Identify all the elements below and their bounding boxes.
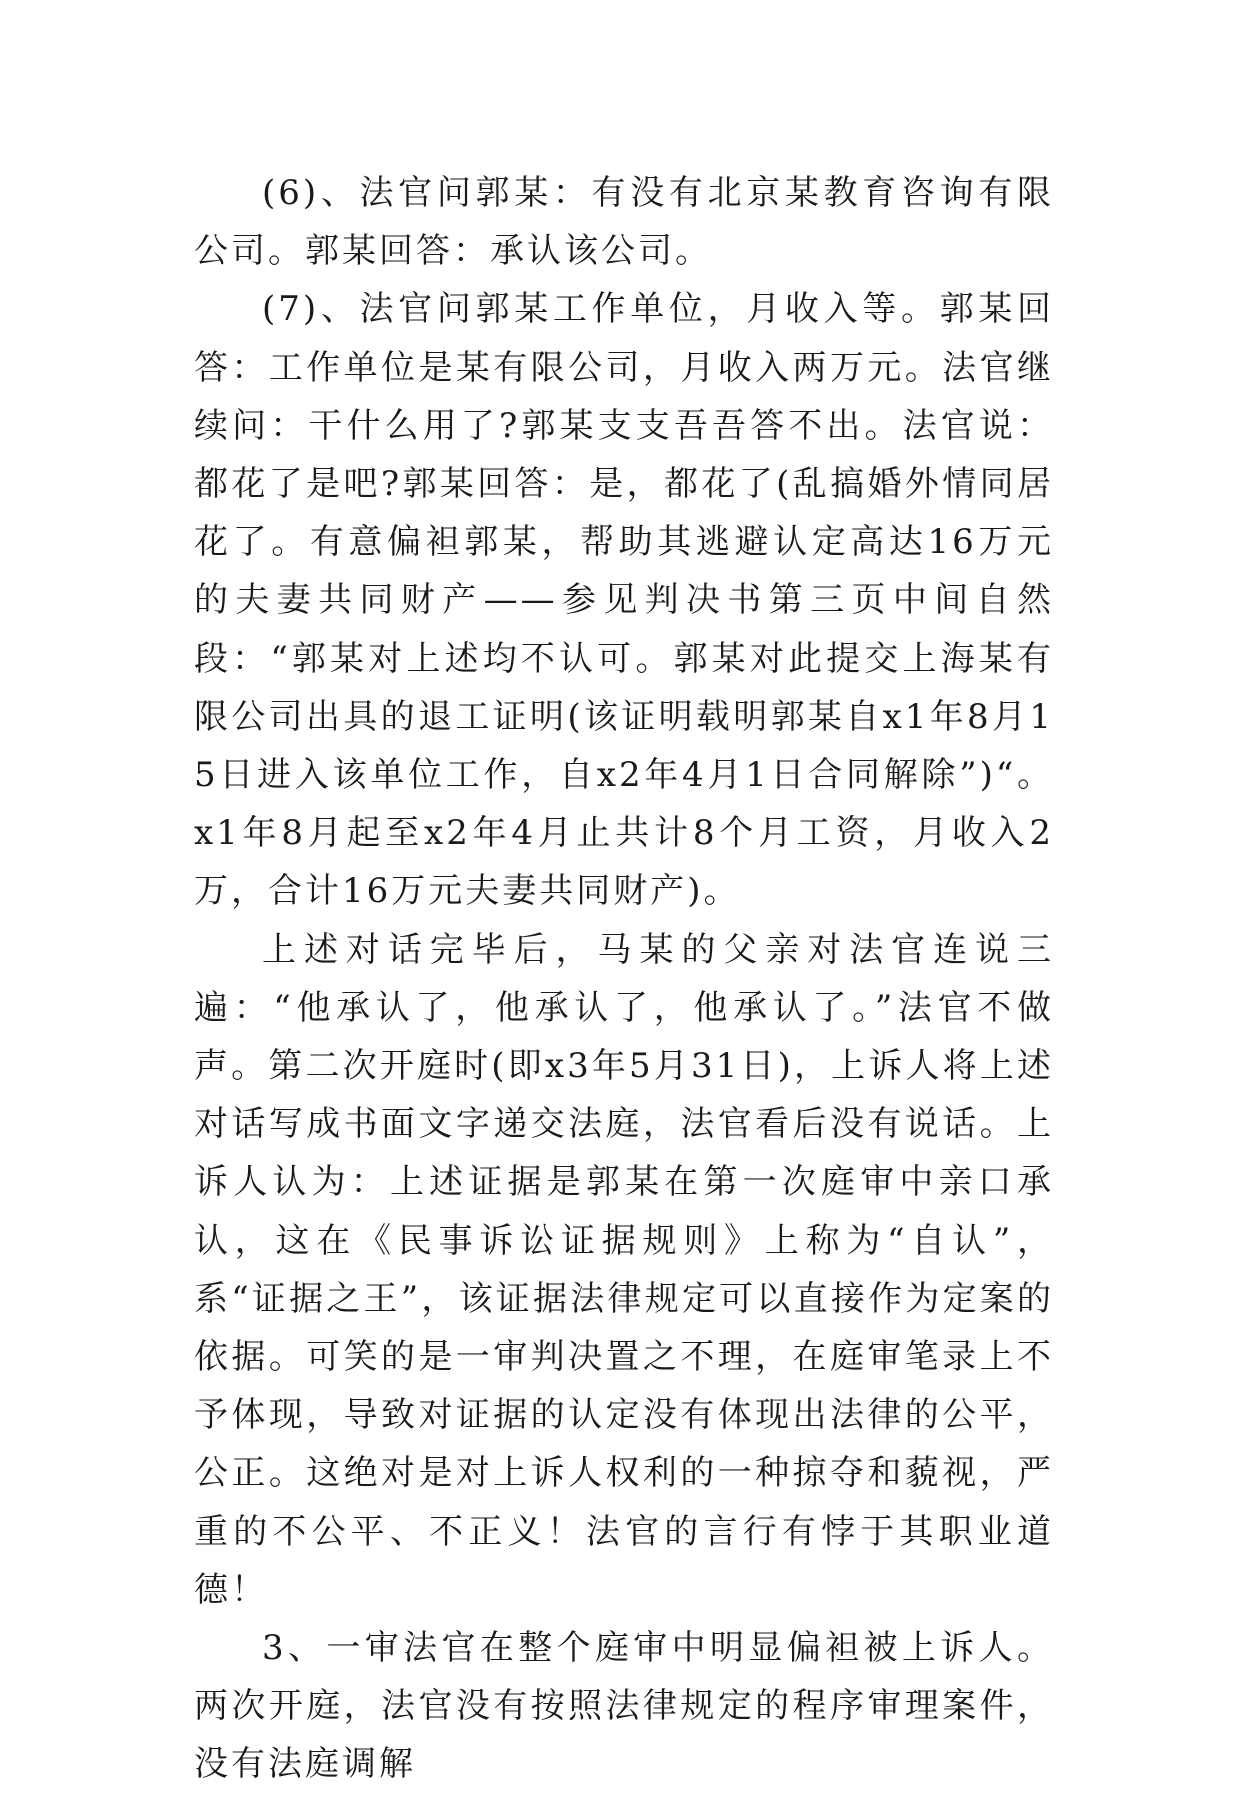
- paragraph-dialogue-summary: 上述对话完毕后，马某的父亲对法官连说三遍：“他承认了，他承认了，他承认了。”法官不做声。第二次开庭时(即x3年5月31日)，上诉人将上述对话写成书面文字递交法庭，法官看后没有说话。上诉人认为：上述证据是郭某在第一次庭审中亲口承认，这在《民事诉讼证据规则》上称为“自认”，系“证据之王”，该证据法律规定可以直接作为定案的依据。可笑的是一审判决置之不理，在庭审笔录上不予体现，导致对证据的认定没有体现出法律的公平，公正。这绝对是对上诉人权利的一种掠夺和藐视，严重的不公平、不正义！法官的言行有悖于其职业道德！: [194, 929, 1054, 1610]
- paragraph-item-7: (7)、法官问郭某工作单位，月收入等。郭某回答：工作单位是某有限公司，月收入两万元。法官继续问：干什么用了?郭某支支吾吾答不出。法官说：都花了是吧?郭某回答：是，都花了(乱搞婚外情同居花了。有意偏袒郭某，帮助其逃避认定高达16万元的夫妻共同财产——参见判决书第三页中间自然段：“郭某对上述均不认可。郭某对此提交上海某有限公司出具的退工证明(该证明载明郭某自x1年8月15日进入该单位工作，自x2年4月1日合同解除”)“。x1年8月起至x2年4月止共计8个月工资，月收入2万，合计16万元夫妻共同财产)。: [194, 289, 1054, 912]
- paragraph-point-3: 3、一审法官在整个庭审中明显偏袒被上诉人。两次开庭，法官没有按照法律规定的程序审理案件，没有法庭调解: [194, 1628, 1054, 1785]
- paragraph-item-6: (6)、法官问郭某：有没有北京某教育咨询有限公司。郭某回答：承认该公司。: [194, 173, 1054, 272]
- document-body: [194, 164, 1054, 1794]
